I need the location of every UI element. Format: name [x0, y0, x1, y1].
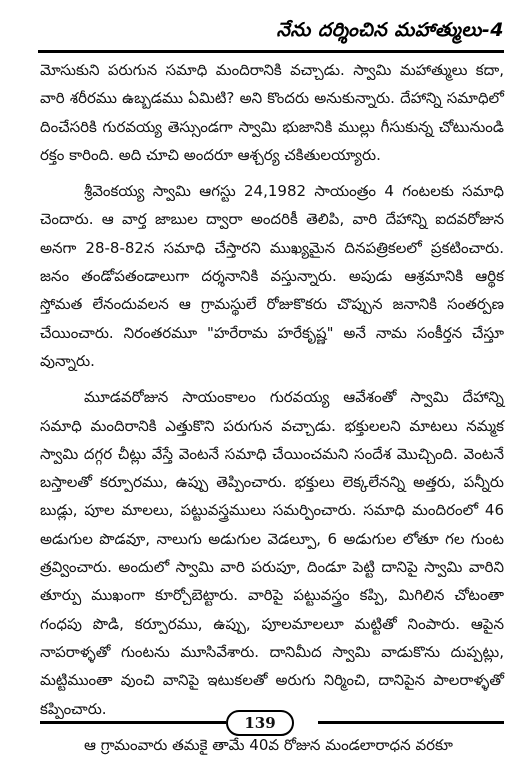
page-footer — [0, 710, 520, 740]
paragraph-2: శ్రీవెంకయ్య స్వామి ఆగస్టు 24,1982 సాయంత్రం 4 గంటలకు సమాధి చెందారు. ఆ వార్త జాబుల ద్వారా అందరికీ తెలిపి, వారి దేహాన్ని ఐదవరోజున అనగా 28-8-82న సమాధి చేస్తారని ముఖ్యమైన దినపత్రికలలో ప్రకటించారు. జనం తండోపతండాలుగా దర్శనానికి వస్తున్నారు. అపుడు ఆశ్రమానికి ఆర్థిక స్తోమత లేనందువలన ఆ గ్రామస్థులే రోజుకొకరు చొప్పున జనానికి సంతర్పణ చేయించారు. నిరంతరమూ "హరేరామ హరేకృష్ణ" అనే నామ సంకీర్తన చేస్తూ వున్నారు. — [40, 182, 504, 370]
paragraph-3: మూడవరోజున సాయంకాలం గురవయ్య ఆవేశంతో స్వామి దేహాన్ని సమాధి మందిరానికి ఎత్తుకొని పరుగున వచ్చాడు. భక్తులలని మాటలు నమ్మక స్వామి దగ్గర చీట్లు వేస్తే వెంటనే సమాధి చేయించమని సందేశ మొచ్చింది. వెంటనే బస్తాలతో కర్పూరము, ఉప్పు తెప్పించారు. భక్తులు లెక్కలేనన్ని అత్తరు, పన్నీరు బుడ్లు, పూల మాలలు, పట్టువస్త్రములు సమర్పించారు. సమాధి మందిరంలో 46 అడుగుల పొడవూ, నాలుగు అడుగుల వెడల్పూ, 6 అడుగుల లోతూ గల గుంట త్రవ్వించారు. అందులో స్వామి వారి పరుపూ, దిండూ పెట్టి దానిపై స్వామి వారిని తూర్పు ముఖంగా కూర్చోబెట్టారు. వారిపై పట్టువస్త్రం కప్పి, మిగిలిన చోటంతా గంధపు పొడి, కర్పూరము, ఉప్పు, పూలమాలలూ మట్టితో నింపారు. ఆపైన నాపరాళ్ళతో గుంటను మూసివేశారు. దానిమీద స్వామి వాడుకొను దుప్పట్లు, మట్టిముంతా వుంచి వానిపై ఇటుకలతో అరుగు నిర్మించి, దానిపైన పాలరాళ్ళతో కప్పించారు. — [40, 388, 504, 718]
page-body — [40, 56, 504, 767]
paragraph-4: ఆ గ్రామంవారు తమకై తామే 40వ రోజున మండలారాధన వరకూ — [84, 735, 453, 754]
header-rule — [38, 50, 504, 53]
page-number-badge: 139 — [226, 710, 294, 736]
paragraph-1: మోసుకుని పరుగున సమాధి మందిరానికి వచ్చాడు. స్వామి మహాత్ములు కదా, వారి శరీరము ఉబ్బడము ఏమిటి? అని కొందరు అనుకున్నారు. దేహాన్ని సమాధిలో దించేసరికి గురవయ్య తెస్సుండగా స్వామి భుజానికి ముల్లు గీసుకున్న చోటునుండి రక్తం కారింది. అది చూచి అందరూ ఆశ్చర్య చకితులయ్యారు. — [40, 61, 504, 164]
footer-rule-right — [318, 721, 504, 724]
footer-rule-left — [40, 721, 226, 724]
running-header: నేను దర్శించిన మహాత్ములు-4 — [276, 19, 504, 41]
